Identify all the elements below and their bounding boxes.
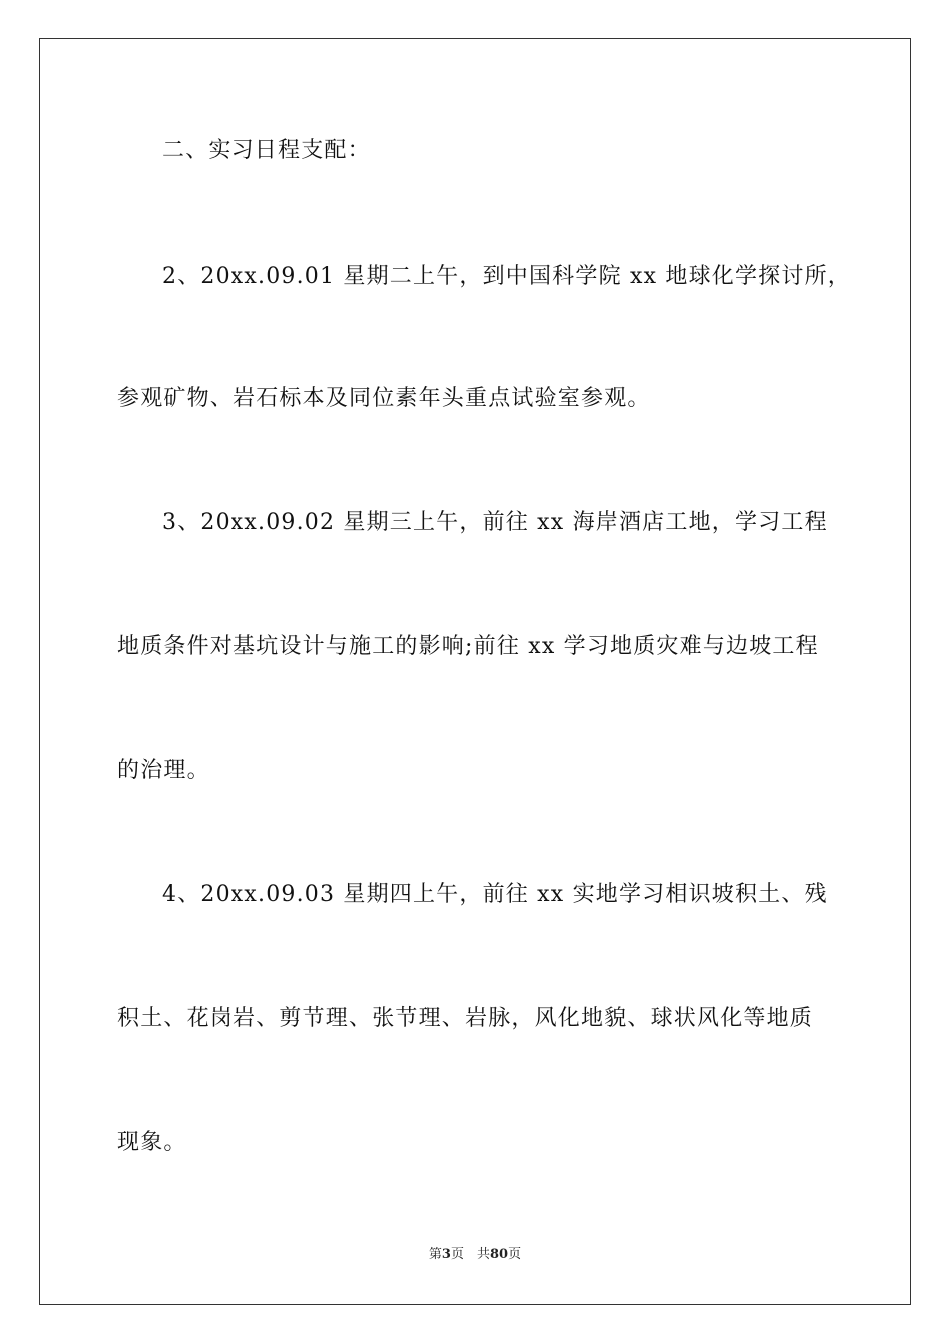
paragraph-line: 2、20xx.09.01 星期二上午，到中国科学院 xx 地球化学探讨所， bbox=[162, 264, 851, 289]
page-footer bbox=[0, 1246, 950, 1264]
paragraph-line: 现象。 bbox=[117, 1130, 187, 1155]
paragraph-line: 参观矿物、岩石标本及同位素年头重点试验室参观。 bbox=[117, 386, 651, 411]
paragraph-line: 的治理。 bbox=[117, 758, 210, 783]
paragraph-line: 地质条件对基坑设计与施工的影响;前往 xx 学习地质灾难与边坡工程 bbox=[117, 634, 819, 659]
page-total: 80 bbox=[489, 1247, 509, 1262]
page-border bbox=[39, 38, 911, 1305]
page-current: 3 bbox=[441, 1247, 451, 1262]
page-mid: 页 共 bbox=[450, 1247, 490, 1262]
paragraph-line: 4、20xx.09.03 星期四上午，前往 xx 实地学习相识坡积土、残 bbox=[162, 882, 828, 907]
section-heading: 二、实习日程支配： bbox=[162, 138, 371, 163]
page-prefix: 第 bbox=[428, 1247, 442, 1262]
paragraph-line: 积土、花岗岩、剪节理、张节理、岩脉，风化地貌、球状风化等地质 bbox=[117, 1006, 814, 1031]
paragraph-line: 3、20xx.09.02 星期三上午，前往 xx 海岸酒店工地，学习工程 bbox=[162, 510, 828, 535]
page-suffix: 页 bbox=[508, 1247, 522, 1262]
